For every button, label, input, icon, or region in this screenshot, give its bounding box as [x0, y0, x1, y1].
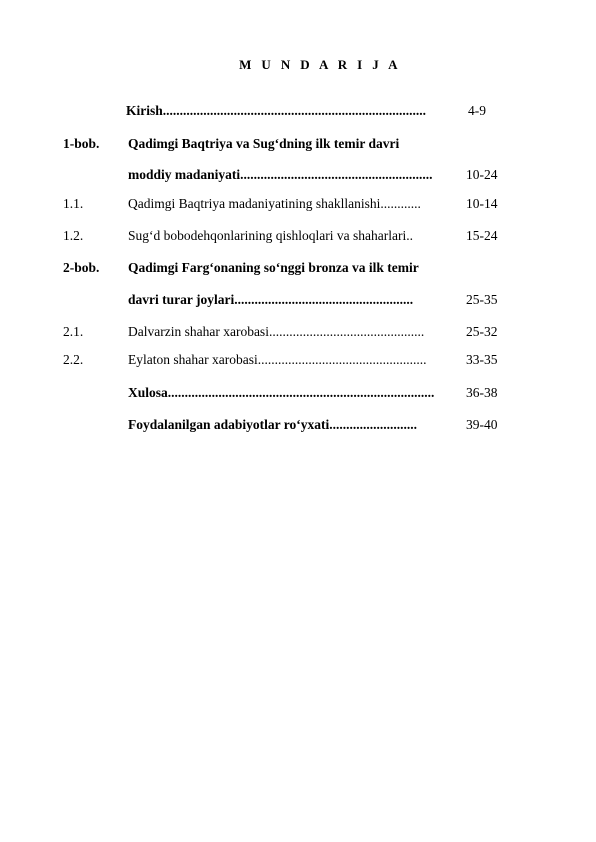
toc-title: Qadimgi Farg‘onaning so‘nggi bronza va ilk temir: [128, 260, 419, 275]
toc-title: Sug‘d bobodehqonlarining qishloqlari va shaharlari..: [128, 228, 413, 243]
toc-page: 4-9: [468, 103, 486, 118]
toc-number: 2.1.: [63, 324, 84, 339]
toc-title: Foydalanilgan adabiyotlar ro‘yxati..........................: [128, 417, 418, 432]
toc-page: 36-38: [466, 385, 498, 400]
toc-title: Qadimgi Baqtriya va Sug‘dning ilk temir davri: [128, 136, 400, 151]
toc-page: 33-35: [466, 352, 498, 367]
toc-title: davri turar joylari.....................................................: [128, 292, 414, 307]
toc-row-section-2-2: [0, 351, 596, 369]
toc-title: Kirish..............................................................................: [126, 103, 427, 118]
toc-number: 1.1.: [63, 196, 84, 211]
toc-page: 39-40: [466, 417, 498, 432]
toc-row-chapter-1: [0, 135, 596, 153]
toc-row-introduction: [0, 102, 596, 120]
toc-page: 10-14: [466, 196, 498, 211]
toc-number: 1-bob.: [63, 136, 100, 151]
toc-title: Dalvarzin shahar xarobasi..............................................: [128, 324, 425, 339]
toc-row-chapter-1-cont: [0, 166, 596, 184]
toc-row-chapter-2-cont: [0, 291, 596, 309]
toc-row-section-1-1: [0, 195, 596, 213]
toc-title: Qadimgi Baqtriya madaniyatining shakllanishi............: [128, 196, 421, 211]
toc-row-section-1-2: [0, 227, 596, 245]
toc-row-section-2-1: [0, 323, 596, 341]
toc-title: Xulosa...............................................................................: [128, 385, 435, 400]
toc-number: 2.2.: [63, 352, 84, 367]
toc-row-chapter-2: [0, 259, 596, 277]
toc-page: 15-24: [466, 228, 498, 243]
toc-page: 25-32: [466, 324, 498, 339]
toc-page: 25-35: [466, 292, 498, 307]
page-title: M U N D A R I J A: [239, 57, 401, 72]
toc-row-conclusion: [0, 384, 596, 402]
toc-number: 1.2.: [63, 228, 84, 243]
toc-title: moddiy madaniyati.........................................................: [128, 167, 433, 182]
toc-row-bibliography: [0, 416, 596, 434]
toc-number: 2-bob.: [63, 260, 100, 275]
toc-page: 10-24: [466, 167, 498, 182]
toc-title: Eylaton shahar xarobasi..................................................: [128, 352, 427, 367]
